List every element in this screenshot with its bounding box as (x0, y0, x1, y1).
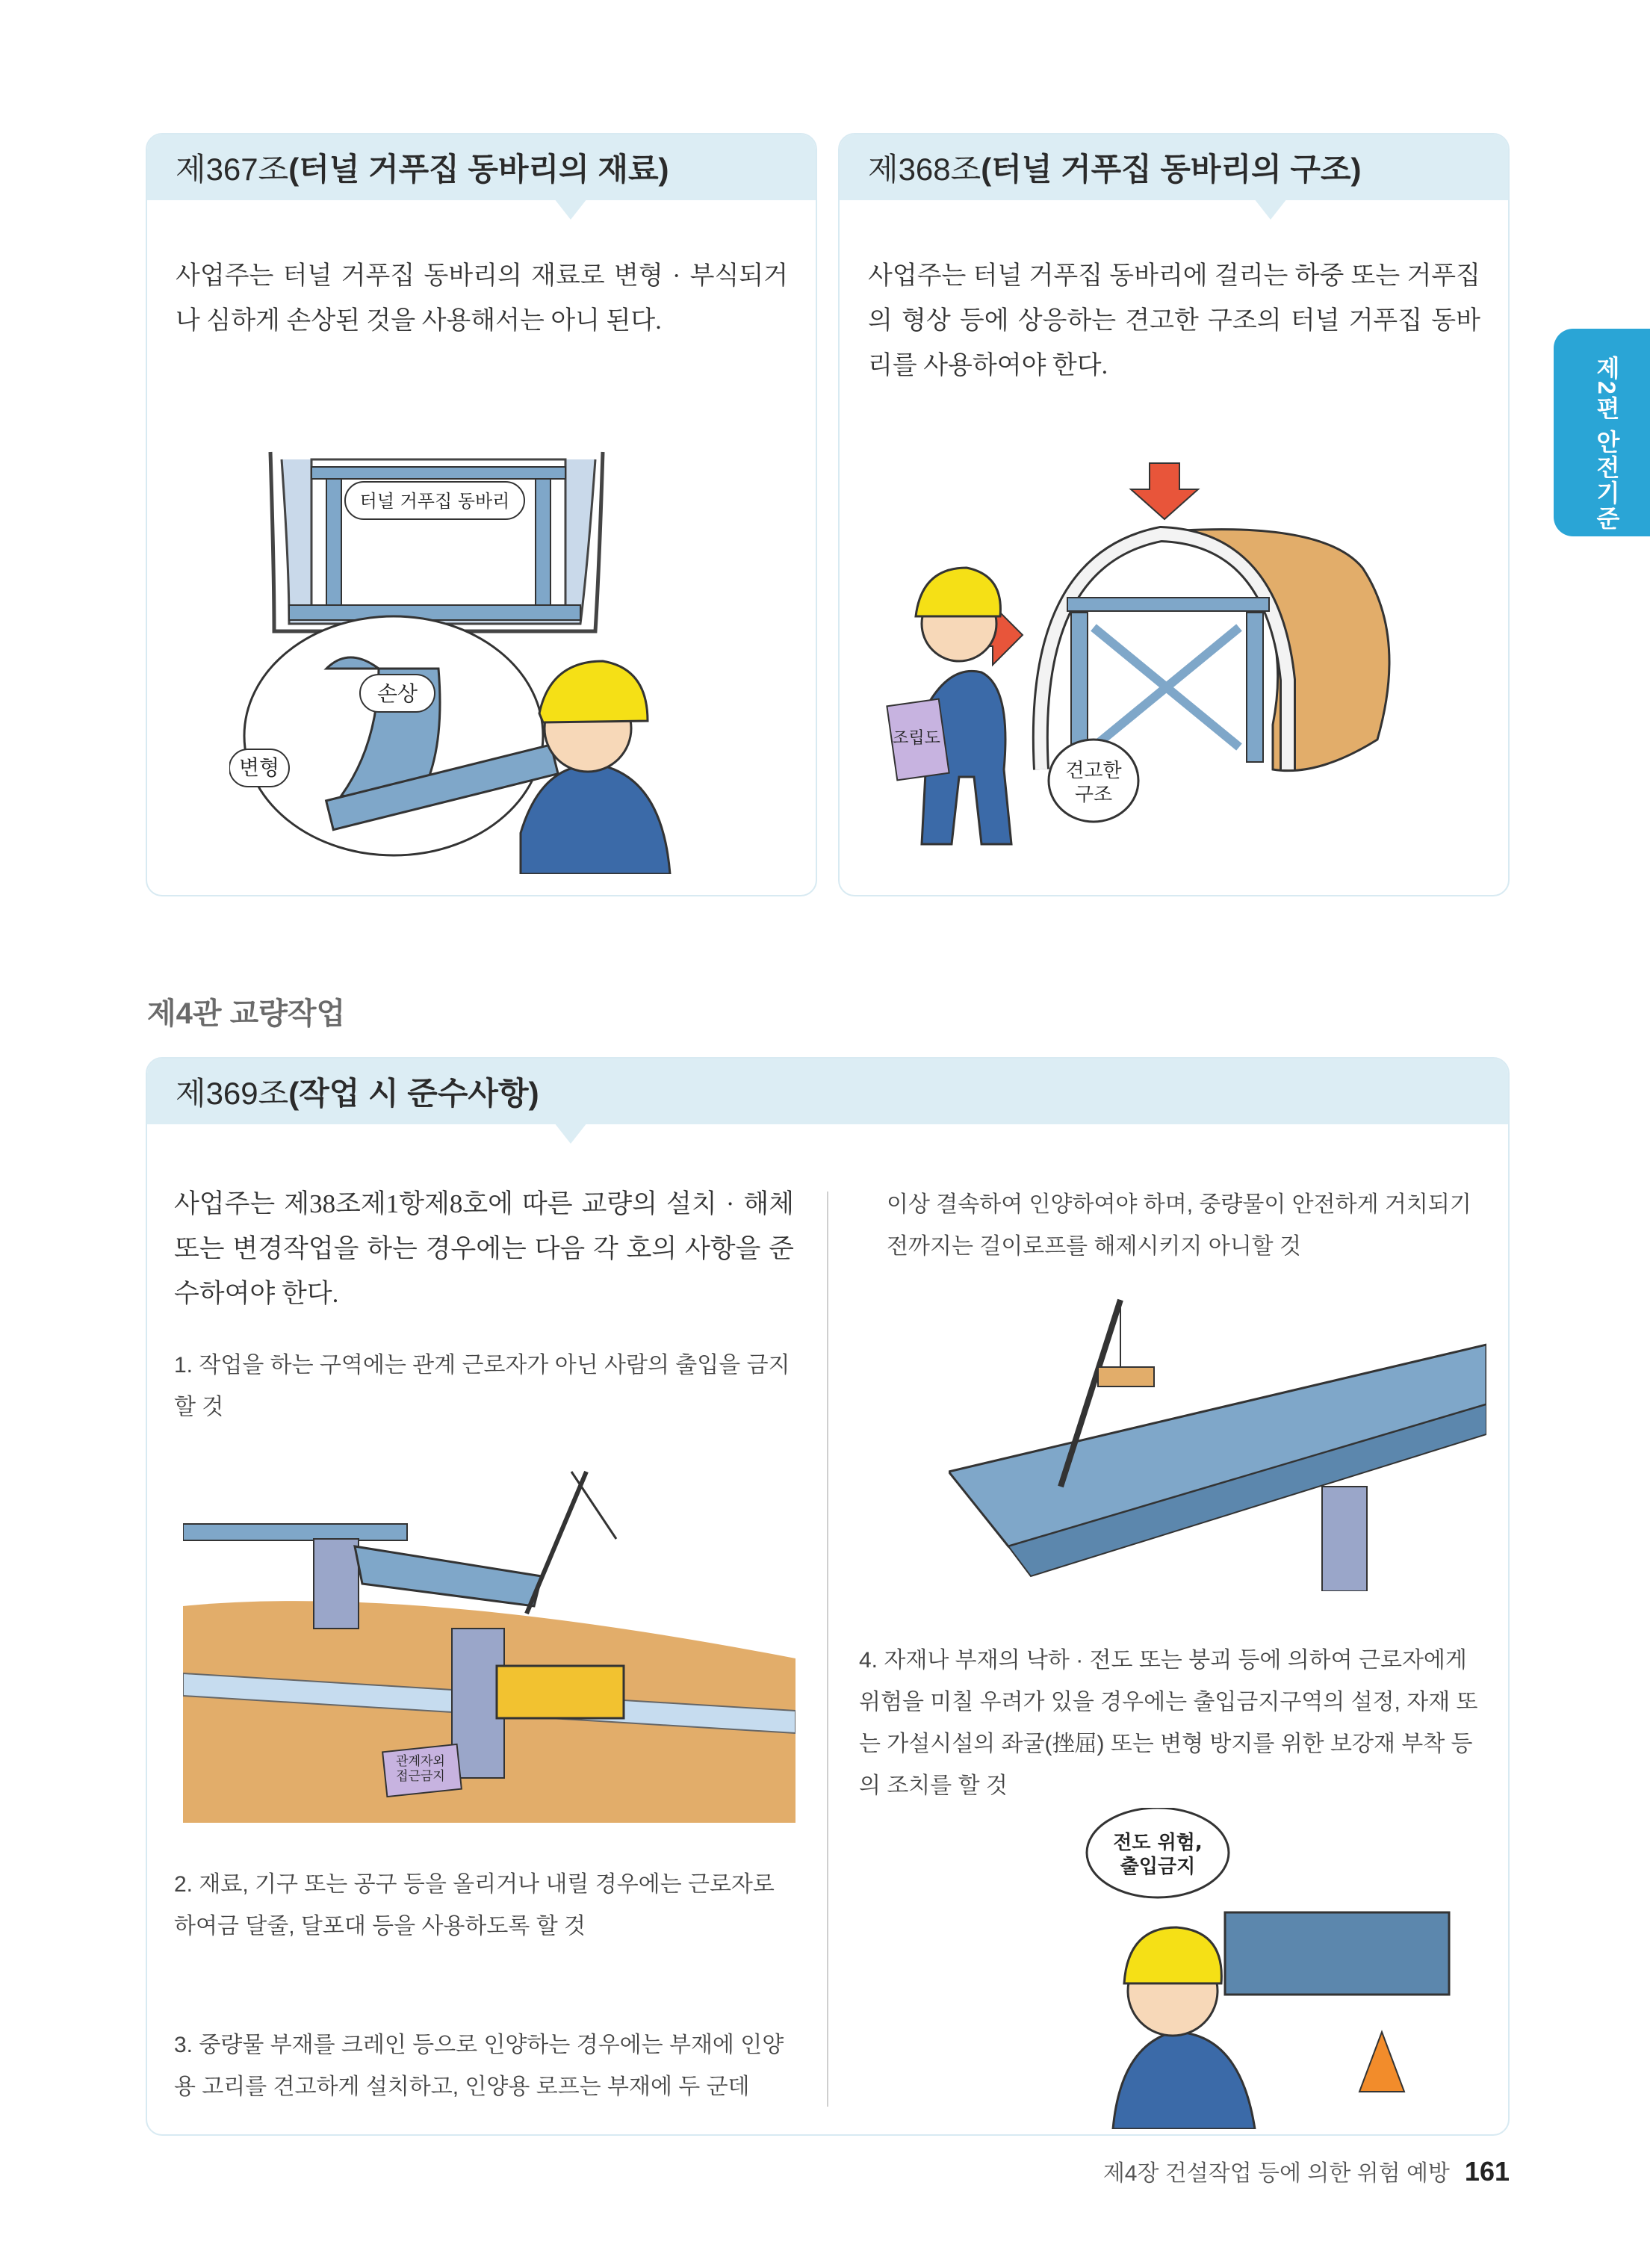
article-367-header (147, 134, 816, 200)
item-1: 1. 작업을 하는 구역에는 관계 근로자가 아닌 사람의 출입을 금지할 것 (174, 1353, 790, 1419)
label-sign: 관계자외 접근금지 (396, 1754, 445, 1784)
article-369-number: 제369조 (176, 1076, 289, 1111)
article-367-heading: (터널 거푸집 동바리의 재료) (288, 152, 669, 187)
formwork-structure-illustration (869, 456, 1482, 874)
article-368-title (868, 145, 1362, 190)
label-formwork: 터널 거푸집 동바리 (359, 491, 510, 512)
label-sturdy: 견고한 구조 (1065, 760, 1122, 806)
item-3-continued: 이상 결속하여 인양하여야 하며, 중량물이 안전하게 거치되기 전까지는 걸이로프를 해제시키지 아니할 것 (887, 1192, 1471, 1259)
footer-chapter: 제4장 건설작업 등에 의한 위험 예방 (1102, 2161, 1450, 2186)
article-369-intro: 사업주는 제38조제1항제8호에 따른 교량의 설치 · 해체 또는 변경작업을 하는 경우에는 다음 각 호의 사항을 준수하여야 한다. (174, 1189, 794, 1308)
article-367-title (176, 145, 669, 190)
column-divider (827, 1192, 828, 2107)
item-3: 3. 중량물 부재를 크레인 등으로 인양하는 경우에는 부재에 인양용 고리를 견고하게 설치하고, 인양용 로프는 부재에 두 군데 (174, 2033, 784, 2099)
article-369-title (176, 1069, 539, 1114)
article-368-body: 사업주는 터널 거푸집 동바리에 걸리는 하중 또는 거푸집의 형상 등에 상응하는 견고한 구조의 터널 거푸집 동바리를 사용하여야 한다. (868, 262, 1480, 379)
article-368-heading: (터널 거푸집 동바리의 구조) (981, 152, 1362, 187)
article-367-body: 사업주는 터널 거푸집 동바리의 재료로 변형 · 부식되거나 심하게 손상된 것을 사용해서는 아니 된다. (176, 262, 788, 335)
item-2: 2. 재료, 기구 또는 공구 등을 올리거나 내릴 경우에는 근로자로 하여금 달줄, 달포대 등을 사용하도록 할 것 (174, 1872, 775, 1939)
section-heading: 제4관 교량작업 (147, 997, 346, 1030)
girder-lifting-illustration (949, 1277, 1486, 1591)
article-368-header (840, 134, 1508, 200)
formwork-damage-illustration (229, 444, 715, 874)
bridge-construction-illustration (183, 1464, 795, 1823)
article-369-header (147, 1059, 1508, 1124)
article-367-number: 제367조 (176, 152, 289, 187)
article-369-heading: (작업 시 준수사항) (288, 1076, 539, 1111)
side-chapter-tab (1554, 329, 1650, 536)
fall-hazard-illustration (1068, 1808, 1464, 2129)
article-368-number: 제368조 (868, 152, 981, 187)
label-deform: 변형 (238, 755, 280, 780)
article-367-box (146, 133, 817, 896)
item-4: 4. 자재나 부재의 낙하 · 전도 또는 붕괴 등에 의하여 근로자에게 위험을 미칠 우려가 있을 경우에는 출입금지구역의 설정, 자재 또는 가설시설의 좌굴(挫屈) 또는 변형 방지를 위한 보강재 부착 등의 조치를 할 것 (859, 1648, 1478, 1798)
side-tab-label: 제2편 안전기준 (1593, 356, 1620, 531)
article-368-box (838, 133, 1510, 896)
label-warn: 전도 위험, 출입금지 (1113, 1832, 1203, 1878)
page-footer (1103, 2154, 1510, 2187)
page-number: 161 (1464, 2156, 1510, 2187)
label-plan: 조립도 (893, 729, 940, 748)
label-damage: 손상 (376, 681, 418, 706)
